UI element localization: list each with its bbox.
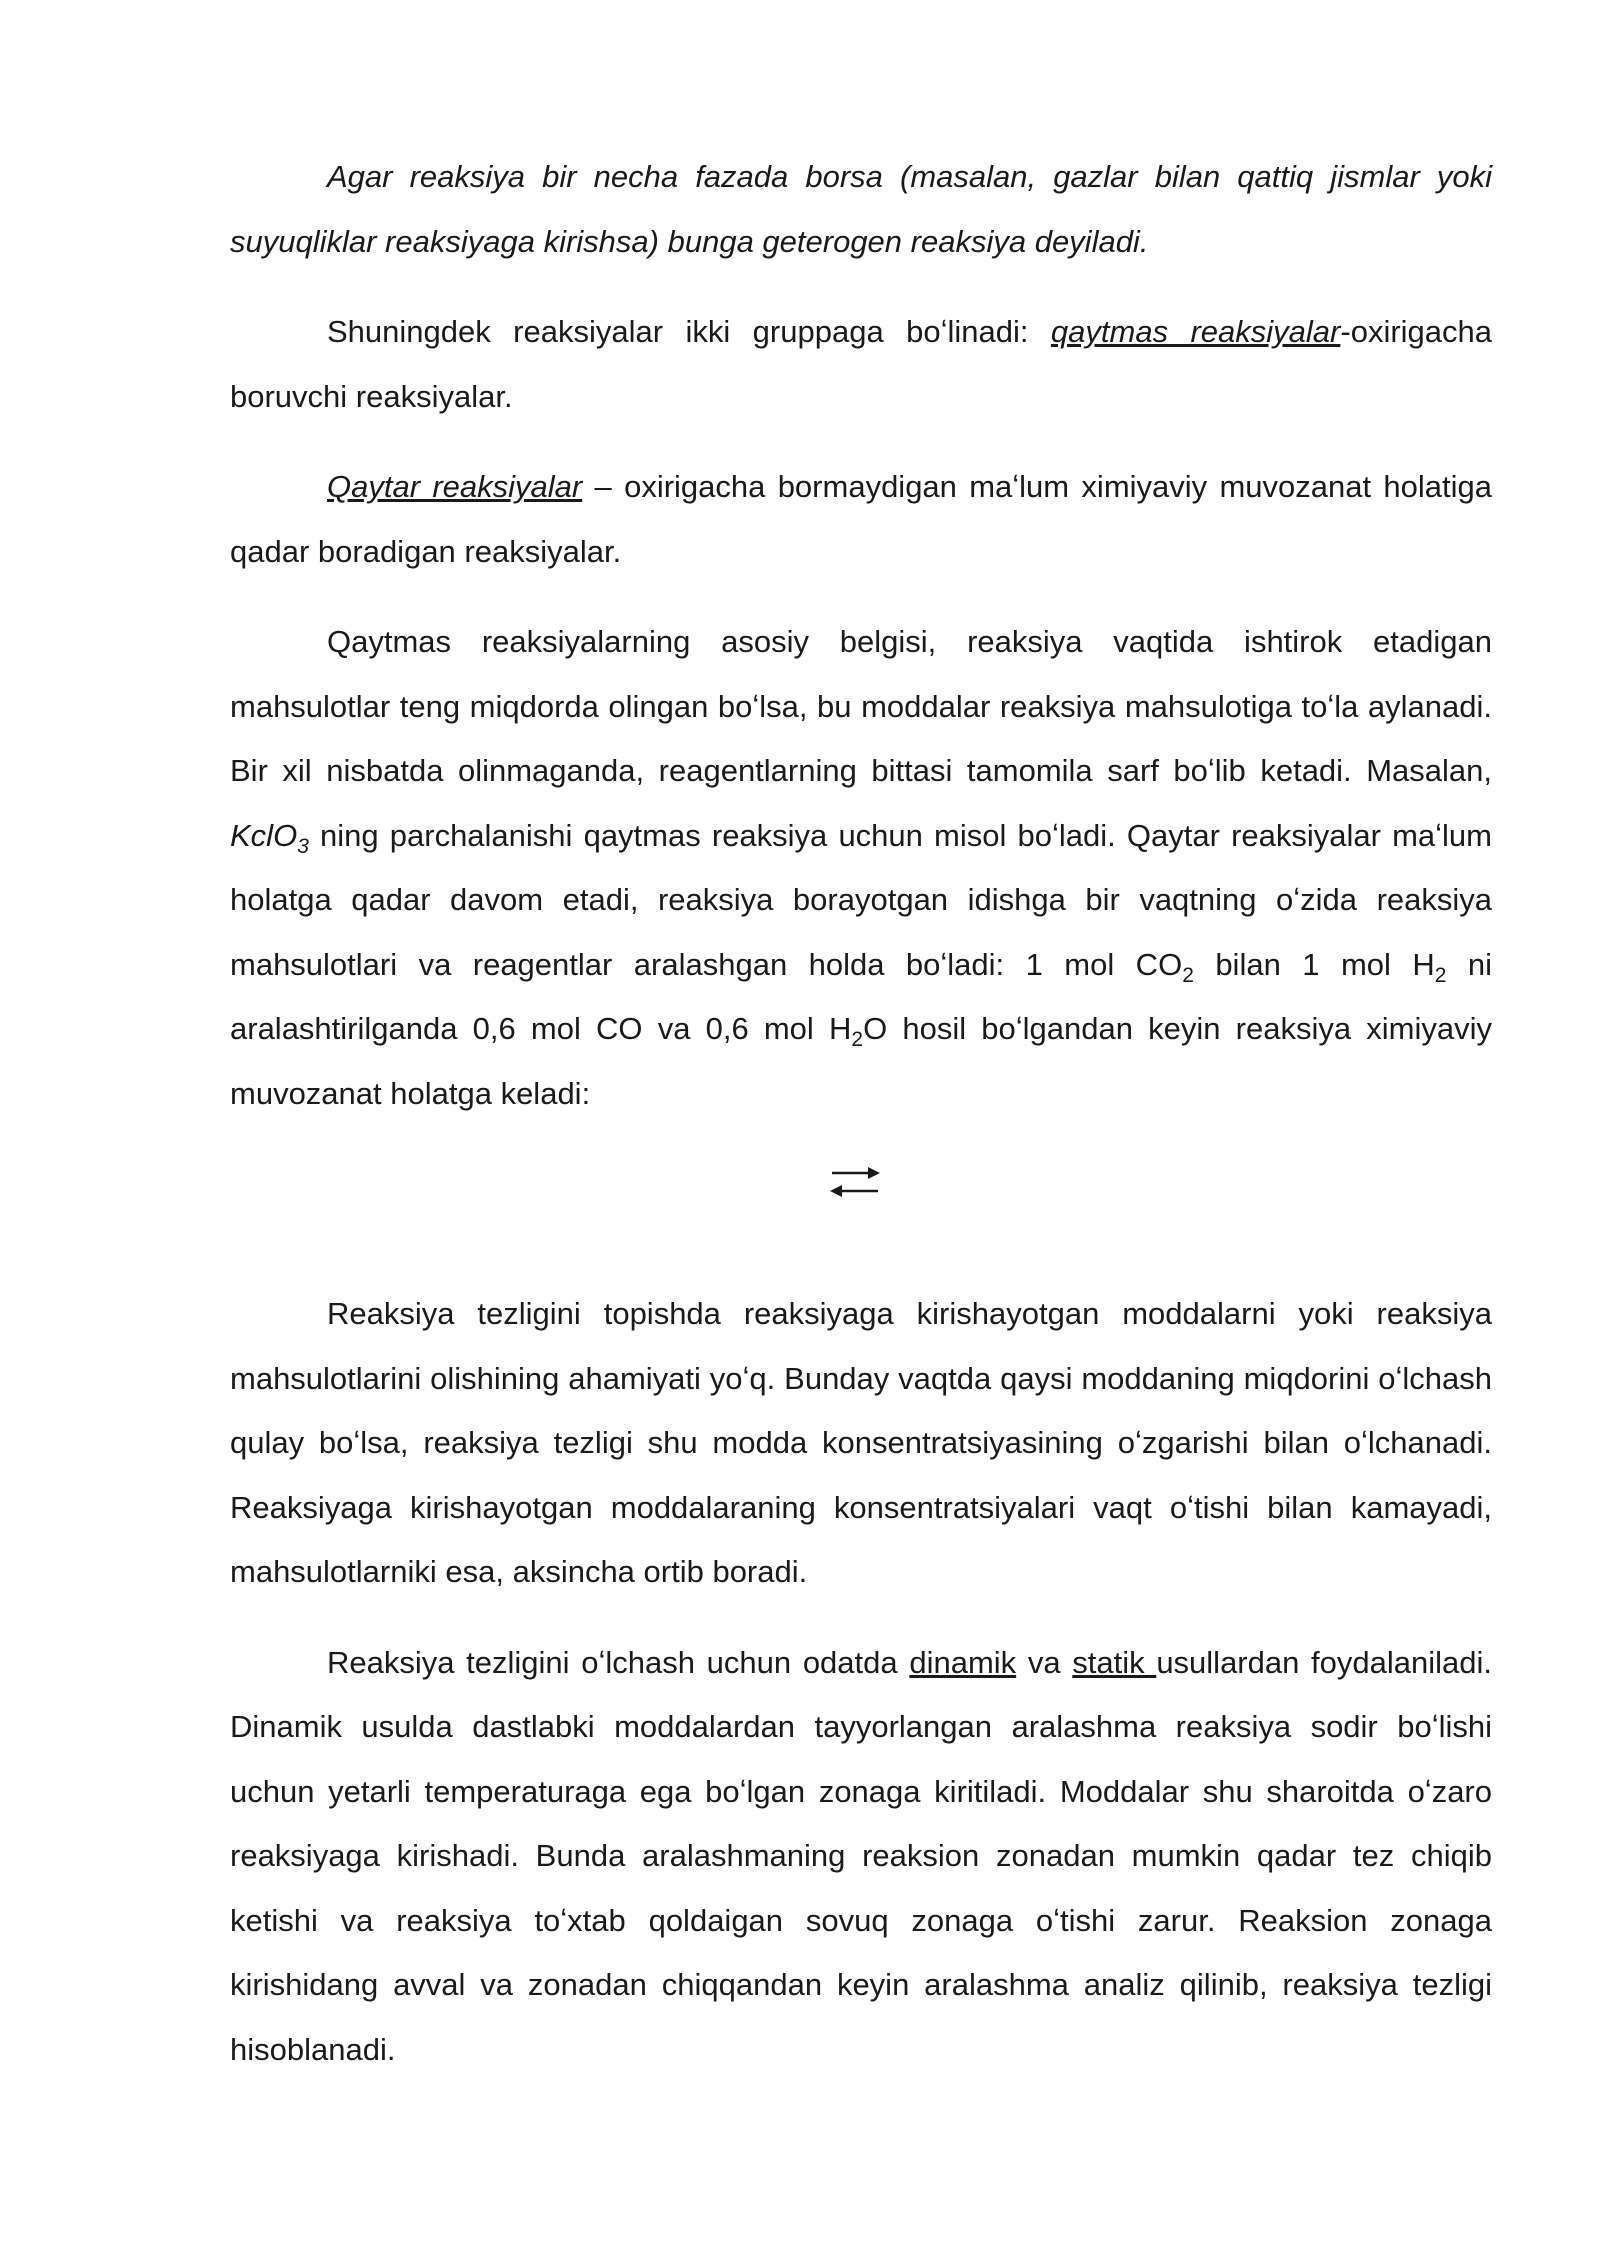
paragraph-text: bilan 1 mol H — [1193, 946, 1435, 982]
term-reversible-reactions: Qaytar reaksiyalar — [327, 469, 583, 504]
document-page — [230, 145, 1492, 2108]
paragraph-heterogeneous-reaction — [230, 145, 1492, 274]
paragraph-text: ning parchalanishi qaytmas reaksiya uchun misol boʻladi. Qaytar reaksiyalar maʻlum holatga qadar davom etadi, reaksiya borayotgan idishga bir vaqtning oʻzida reaksiya mahsulotlari va reagentlar aralashgan holda boʻladi: 1 mol CO — [230, 817, 1492, 982]
equilibrium-arrows-container — [230, 1152, 1492, 1242]
paragraph-text: usullardan foydalaniladi. Dinamik usulda dastlabki moddalardan tayyorlangan aralashma reaksiya sodir boʻlishi uchun yetarli temperaturaga ega boʻlgan zonaga kiritiladi. Moddalar shu sharoitda oʻzaro reaksiyaga kirishadi. Bunda aralashmaning reaksion zonadan mumkin qadar tez chiqib ketishi va reaksiya toʻxtab qoldaigan sovuq zonaga oʻtishi zarur. Reaksion zonaga kirishidang avval va zonadan chiqqandan keyin aralashma analiz qilinib, reaksiya tezligi hisoblanadi. — [230, 1644, 1492, 2067]
subscript: 2 — [1434, 963, 1447, 987]
paragraph-text: Qaytmas reaksiyalarning asosiy belgisi, reaksiya vaqtida ishtirok etadigan mahsulotlar teng miqdorda olingan boʻlsa, bu moddalar reaksiya mahsulotiga toʻla aylanadi. Bir xil nisbatda olinmaganda, reagentlarning bittasi tamomila sarf boʻlib ketadi. Masalan, — [230, 624, 1492, 788]
formula-kclo3 — [230, 817, 309, 858]
subscript: 2 — [1182, 963, 1194, 987]
paragraph-text: Reaksiya tezligini topishda reaksiyaga kirishayotgan moddalarni yoki reaksiya mahsulotlarini olishining ahamiyati yoʻq. Bunday vaqtda qaysi moddaning miqdorini oʻlchash qulay boʻlsa, reaksiya tezligi shu modda konsentratsiyasining oʻzgarishi bilan oʻlchanadi. Reaksiyaga kirishayotgan moddalaraning konsentratsiyalari vaqt oʻtishi bilan kamayadi, mahsulotlarniki esa, aksincha ortib boradi. — [230, 1296, 1492, 1589]
paragraph-reaction-groups — [230, 300, 1492, 429]
paragraph-irreversible-features — [230, 610, 1492, 1126]
paragraph-reversible-definition — [230, 455, 1492, 584]
paragraph-text: Agar reaksiya bir necha fazada borsa (masalan, gazlar bilan qattiq jismlar yoki suyuqliklar reaksiyaga kirishsa) bunga geterogen reaksiya deyiladi. — [230, 159, 1492, 259]
subscript: 2 — [851, 1028, 864, 1052]
term-irreversible-reactions: qaytmas reaksiyalar — [1050, 314, 1341, 349]
paragraph-text: O hosil boʻlgandan keyin reaksiya ximiyaviy muvozanat holatga keladi: — [230, 1011, 1492, 1111]
formula-subscript: 3 — [297, 834, 309, 858]
paragraph-text: ni aralashtirilganda 0,6 mol CO va 0,6 mol H — [230, 946, 1492, 1046]
paragraph-measurement-methods — [230, 1631, 1492, 2083]
term-dynamic: dinamik — [909, 1644, 1017, 1680]
equilibrium-arrows-icon — [828, 1160, 882, 1206]
paragraph-text: -oxirigacha boruvchi reaksiyalar. — [230, 314, 1492, 414]
paragraph-text: Shuningdek reaksiyalar ikki gruppaga boʻlinadi: — [327, 314, 1051, 349]
paragraph-text: Reaksiya tezligini oʻlchash uchun odatda — [327, 1644, 910, 1680]
term-static: statik — [1072, 1644, 1157, 1680]
formula-text: KclO — [230, 817, 298, 853]
paragraph-reaction-rate — [230, 1282, 1492, 1605]
paragraph-text: va — [1016, 1644, 1073, 1680]
paragraph-text: – oxirigacha bormaydigan maʻlum ximiyaviy muvozanat holatiga qadar boradigan reaksiyalar. — [230, 469, 1492, 569]
